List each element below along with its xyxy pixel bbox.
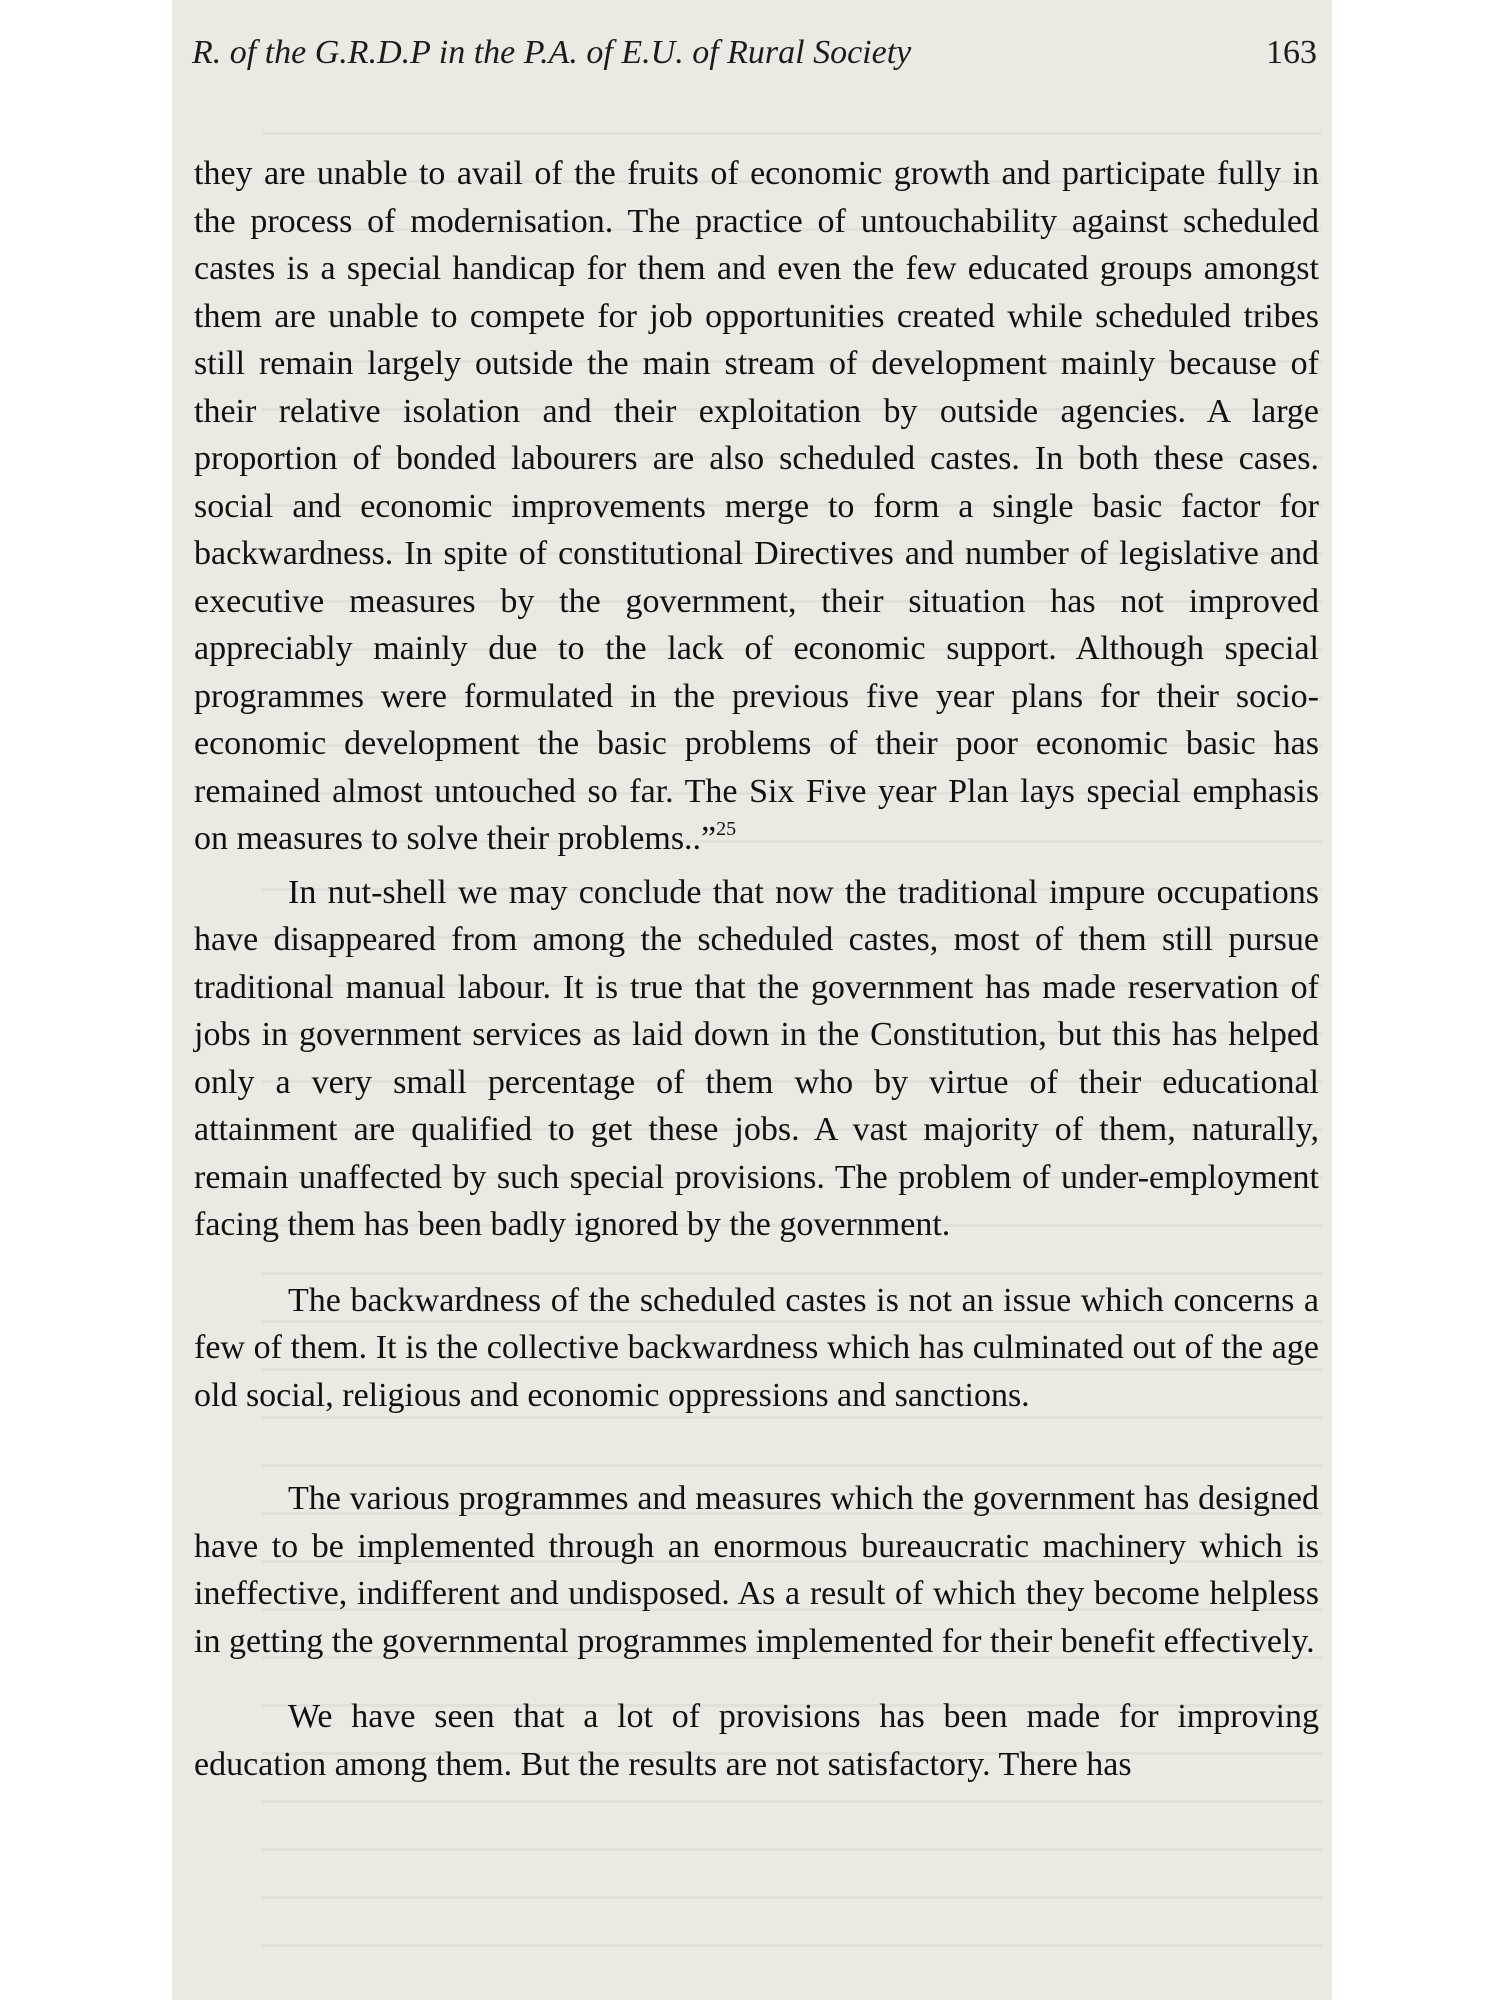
paragraph-text: they are unable to avail of the fruits of economic growth and participate fully in the process of modernisation. The practice of untouchability against scheduled castes is a special handicap for them and even the few educated groups amongst them are unable to compete for job opportunities created while scheduled tribes still remain largely outside the main stream of development mainly because of their relative isolation and their exploitation by outside agencies. A large proportion of bonded labourers are also scheduled castes. In both these cases. social and economic improvements merge to form a single basic factor for backwardness. In spite of constitutional Directives and number of legislative and executive measures by the government, their situation has not improved appreciably mainly due to the lack of economic support. Although special programmes were formulated in the previous five year plans for their socio-economic development the basic problems of their poor economic basic has remained almost untouched so far. The Six Five year Plan lays special emphasis on measures to solve their problems..” — [194, 155, 1319, 857]
paragraph-continued — [194, 150, 1319, 863]
paragraph-text: The backwardness of the scheduled castes is not an issue which concerns a few of them. It is the collective backwardness which has culminated out of the age old social, religious and economic oppressions and sanctions. — [194, 1281, 1319, 1414]
paragraph — [194, 1475, 1319, 1665]
paragraph-text: We have seen that a lot of provisions has been made for improving education among them. But the results are not satisfactory. There has — [194, 1698, 1319, 1783]
running-header — [192, 34, 1317, 82]
paragraph — [194, 869, 1319, 1249]
paragraph — [194, 1277, 1319, 1420]
page-number: 163 — [1266, 34, 1317, 71]
paragraph-text: In nut-shell we may conclude that now the traditional impure occupations have disappeared from among the scheduled castes, most of them still pursue traditional manual labour. It is true that the government has made reservation of jobs in government services as laid down in the Constitution, but this has helped only a very small percentage of them who by virtue of their educational attainment are qualified to get these jobs. A vast majority of them, naturally, remain unaffected by such special provisions. The problem of under-employment facing them has been badly ignored by the government. — [194, 873, 1319, 1243]
book-page — [172, 0, 1332, 2000]
paragraph-text: The various programmes and measures which the government has designed have to be implemented through an enormous bureaucratic machinery which is ineffective, indifferent and undisposed. As a result of which they become helpless in getting the governmental programmes implemented for their benefit effectively. — [194, 1480, 1319, 1660]
running-title: R. of the G.R.D.P in the P.A. of E.U. of Rural Society — [192, 34, 912, 71]
paragraph — [194, 1693, 1319, 1788]
footnote-marker: 25 — [716, 818, 737, 840]
body-text — [194, 150, 1319, 1788]
